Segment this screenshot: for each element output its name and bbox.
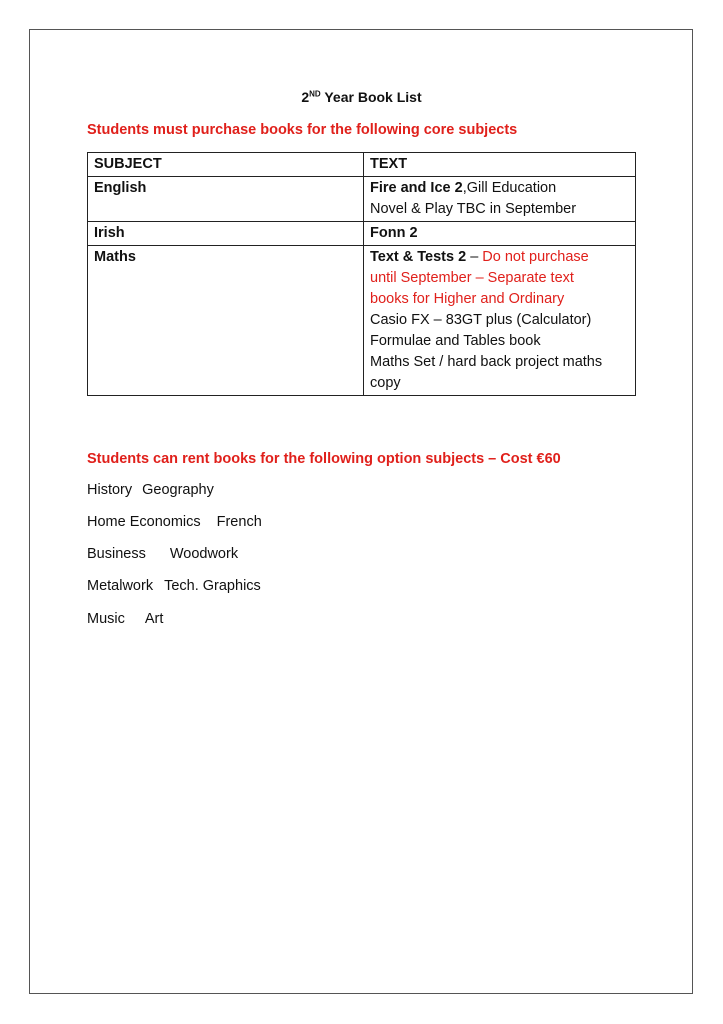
option-row [87,578,261,594]
table-row-maths [88,246,636,396]
text-line: Fonn 2 [370,225,418,241]
text-line: Fire and Ice 2,Gill Education [370,180,557,196]
subject-cell: Irish [88,222,364,246]
text-line: Text & Tests 2 – Do not purchase [370,249,589,265]
option-subject: Home Economics [87,514,201,530]
option-subject: Music [87,611,125,627]
option-subject: Tech. Graphics [164,578,261,594]
option-subject: Business [87,546,146,562]
subject-cell: Maths [88,246,364,396]
option-subject: Geography [142,482,214,498]
subject-cell: English [88,177,364,222]
table-row-english [88,177,636,222]
text-cell [364,177,636,222]
option-row [87,546,238,562]
text-line: copy [370,375,401,391]
option-subjects-heading: Students can rent books for the following option subjects – Cost €60 [87,451,561,467]
option-row [87,611,163,627]
core-book-table [87,152,636,396]
table-row-irish [88,222,636,246]
option-subject: Woodwork [169,546,239,562]
page-title: 2ND Year Book List [301,89,422,105]
text-line: books for Higher and Ordinary [370,291,565,307]
column-header-text: TEXT [364,153,636,177]
text-cell [364,222,636,246]
option-row [87,514,262,530]
text-line: Novel & Play TBC in September [370,201,577,217]
text-line: until September – Separate text [370,270,574,286]
column-header-subject: SUBJECT [88,153,364,177]
core-subjects-heading: Students must purchase books for the following core subjects [87,122,518,138]
option-subject: French [216,514,262,530]
option-subject: History [87,482,133,498]
option-subject: Metalwork [87,578,154,594]
table-header-row [88,153,636,177]
option-row [87,482,214,498]
option-subject: Art [144,611,164,627]
text-cell [364,246,636,396]
text-line: Casio FX – 83GT plus (Calculator) [370,312,592,328]
text-line: Maths Set / hard back project maths [370,354,603,370]
text-line: Formulae and Tables book [370,333,541,349]
